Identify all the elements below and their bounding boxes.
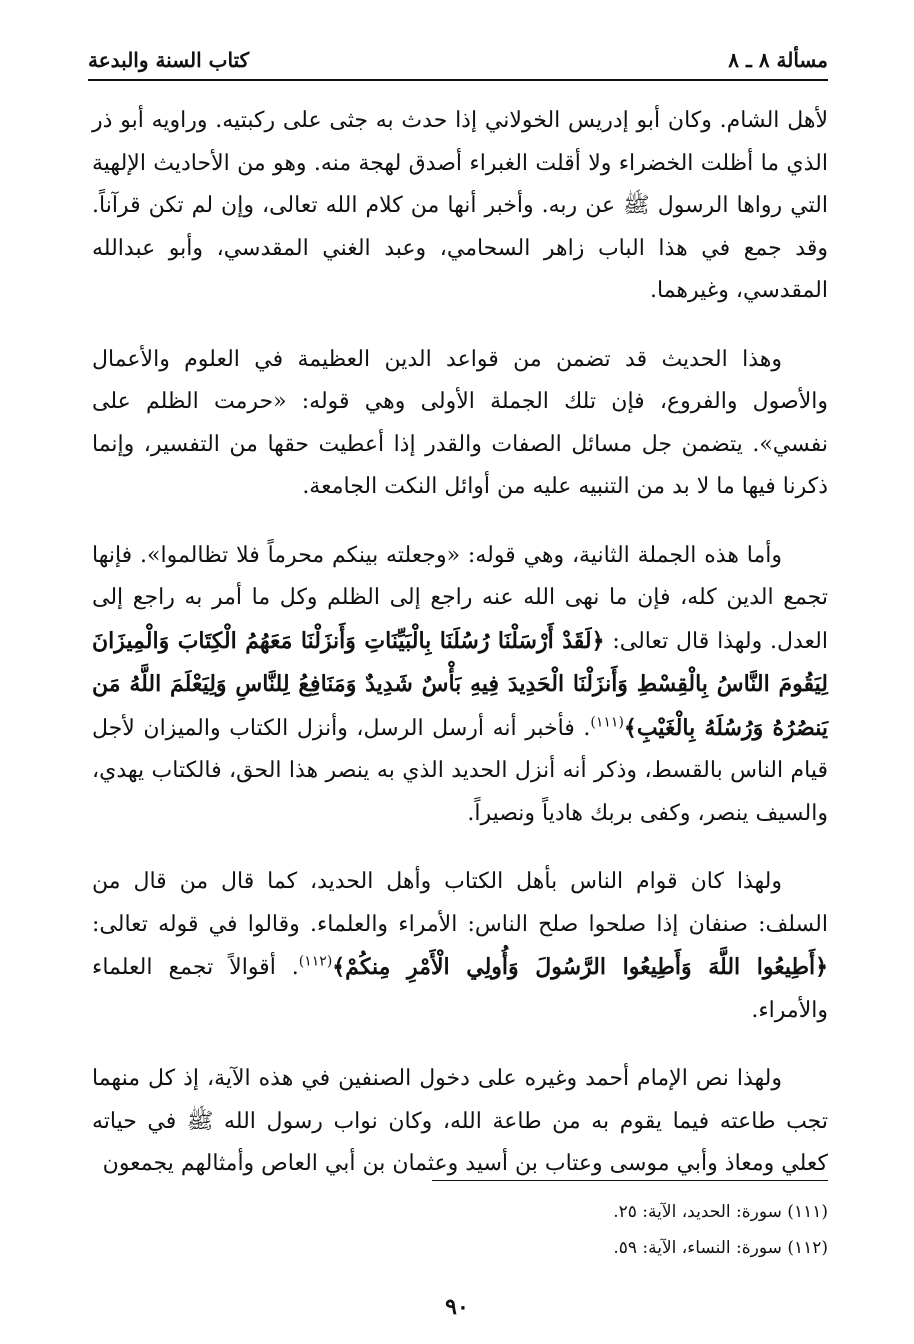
running-header xyxy=(88,38,828,72)
paragraph-2: وهذا الحديث قد تضمن من قواعد الدين العظيمة في العلوم والأعمال والأصول والفروع، فإن تلك الجملة الأولى وهي قوله: «حرمت الظلم على نفسي». يتضمن جل مسائل الصفات والقدر إذا أعطيت حقها من التفسير، وإنما ذكرنا فيها ما لا بد من التنبيه عليه من أوائل النكت الجامعة. xyxy=(92,346,828,499)
paragraph-5: ولهذا نص الإمام أحمد وغيره على دخول الصنفين في هذه الآية، إذ كل منهما تجب طاعته فيما يقوم به من طاعة الله، وكان نواب رسول الله ﷺ في حياته كعلي ومعاذ وأبي موسى وعتاب بن أسيد وعثمان بن أبي العاص وأمثالهم يجمعون xyxy=(92,1066,828,1176)
quran-verse-nisa: ﴿أَطِيعُوا اللَّهَ وَأَطِيعُوا الرَّسُولَ وَأُولِي الْأَمْرِ مِنكُمْ﴾ xyxy=(332,954,829,980)
body-text xyxy=(92,100,828,1212)
header-book-title: كتاب السنة والبدعة xyxy=(88,48,250,72)
paragraph-4-commentary: . أقوالاً تجمع العلماء والأمراء. xyxy=(92,955,828,1023)
header-section-label: مسألة ٨ ـ ٨ xyxy=(728,48,828,72)
paragraph-4 xyxy=(92,861,828,1032)
paragraph-3 xyxy=(92,535,828,836)
footnote-112: (١١٢) سورة: النساء، الآية: ٥٩. xyxy=(613,1238,828,1258)
footnote-rule xyxy=(432,1180,828,1181)
footnote-ref-112: (١١٢) xyxy=(298,953,333,970)
page-number: ٩٠ xyxy=(445,1294,469,1320)
footnotes xyxy=(400,1194,828,1266)
header-rule xyxy=(88,79,828,81)
quran-verse-hadid: ﴿لَقَدْ أَرْسَلْنَا رُسُلَنَا بِالْبَيِّنَاتِ وَأَنزَلْنَا مَعَهُمُ الْكِتَابَ وَالْمِيزَانَ لِيَقُومَ النَّاسُ بِالْقِسْطِ وَأَنزَلْنَا الْحَدِيدَ فِيهِ بَأْسٌ شَدِيدٌ وَمَنَافِعُ لِلنَّاسِ وَلِيَعْلَمَ اللَّهُ مَن يَنصُرُهُ وَرُسُلَهُ بِالْغَيْبِ﴾ xyxy=(92,627,828,741)
footnote-ref-111: (١١١) xyxy=(590,714,624,731)
paragraph-3-commentary: . فأخبر أنه أرسل الرسل، وأنزل الكتاب والميزان لأجل قيام الناس بالقسط، وذكر أنه أنزل الحديد الذي به ينصر هذا الحق، فالكتاب يهدي، والسيف ينصر، وكفى بربك هادياً ونصيراً. xyxy=(92,715,828,826)
paragraph-3-intro: وأما هذه الجملة الثانية، وهي قوله: «وجعلته بينكم محرماً فلا تظالموا». فإنها تجمع الدين كله، فإن ما نهى الله عنه راجع إلى الظلم وكل ما أمر به راجع إلى العدل. ولهذا قال تعالى: xyxy=(92,542,828,654)
paragraph-4-intro: ولهذا كان قوام الناس بأهل الكتاب وأهل الحديد، كما قال من قال من السلف: صنفان إذا صلحوا صلح الناس: الأمراء والعلماء. وقالوا في قوله تعالى: xyxy=(92,869,828,937)
paragraph-1: لأهل الشام. وكان أبو إدريس الخولاني إذا حدث به جثى على ركبتيه. وراويه أبو ذر الذي ما أظلت الخضراء ولا أقلت الغبراء أصدق لهجة منه. وهو من الأحاديث الإلهية التي رواها الرسول ﷺ عن ربه. وأخبر أنها من كلام الله تعالى، وإن لم تكن قرآناً. وقد جمع في هذا الباب زاهر السحامي، وعبد الغني المقدسي، وأبو عبدالله المقدسي، وغيرهما. xyxy=(92,108,828,303)
footnote-111: (١١١) سورة: الحديد، الآية: ٢٥. xyxy=(613,1202,828,1222)
